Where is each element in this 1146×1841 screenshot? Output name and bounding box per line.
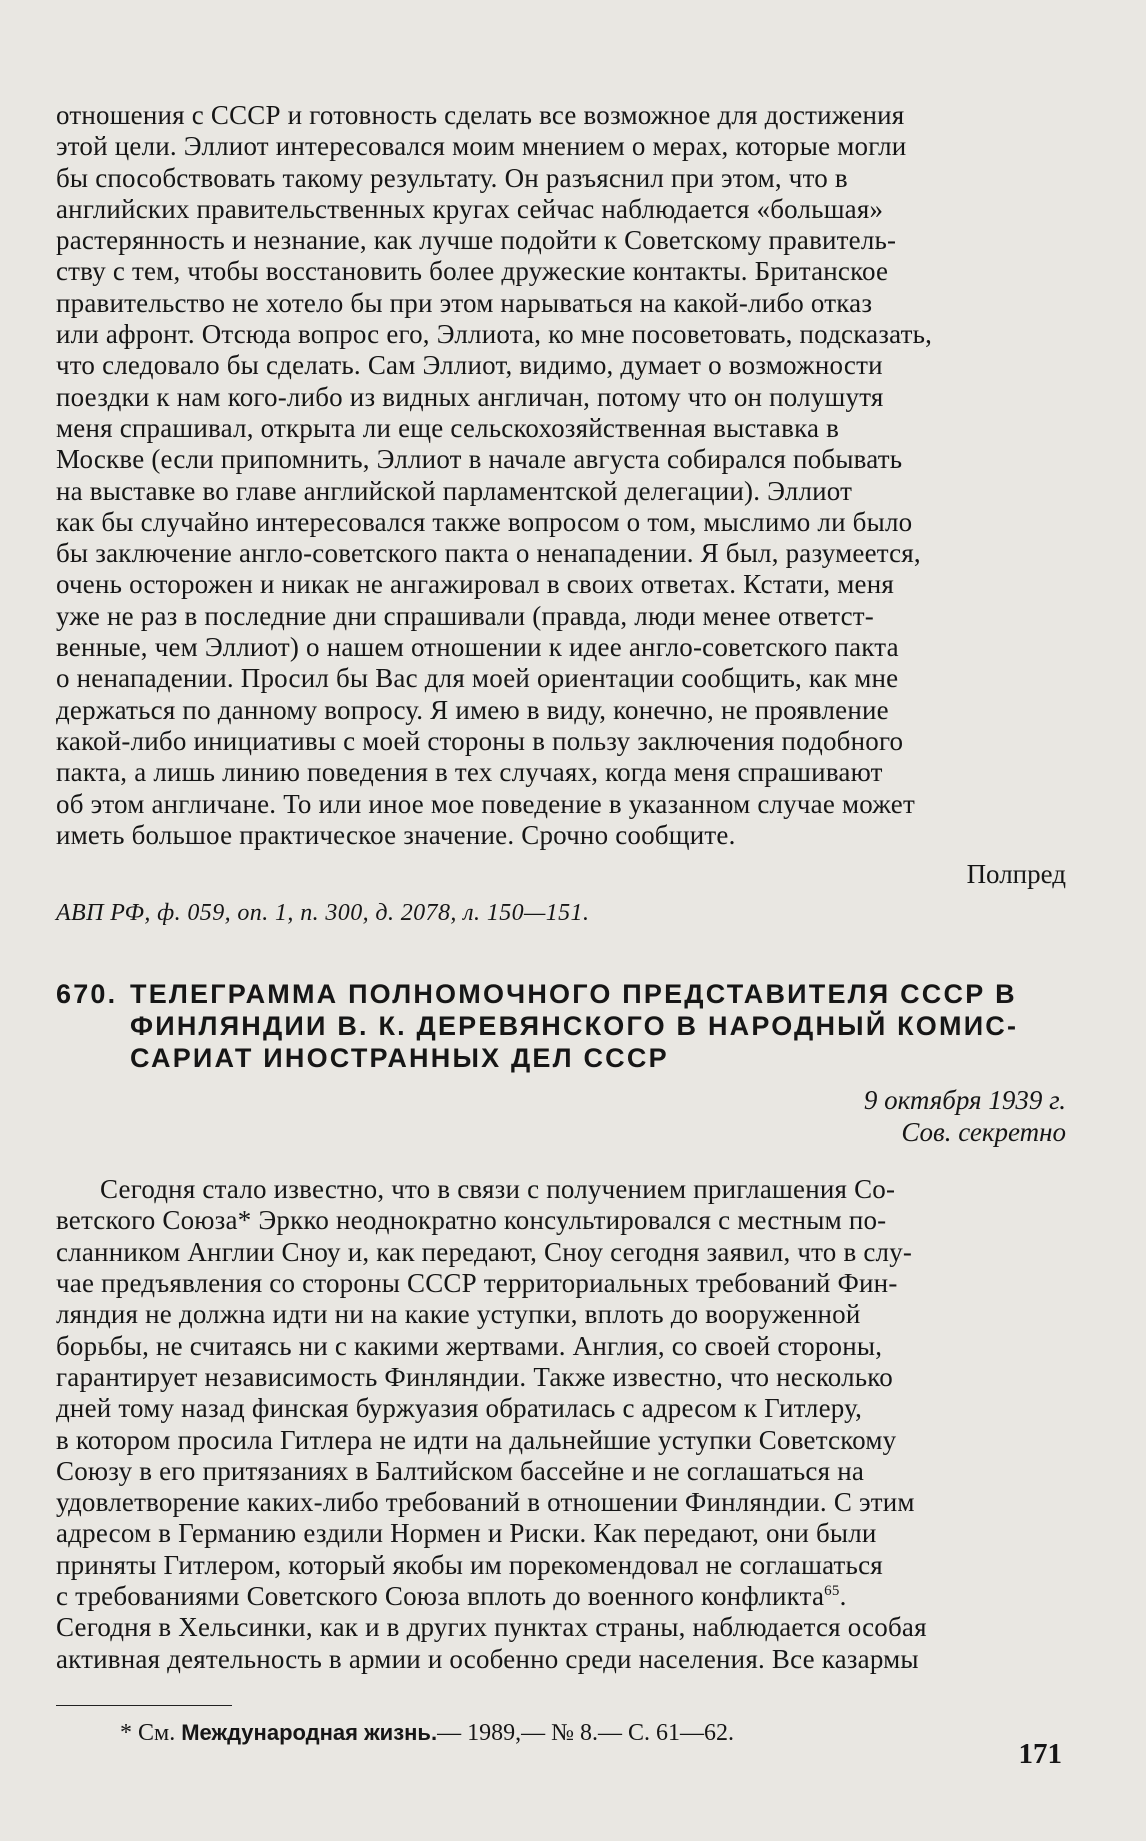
- text-line: об этом англичане. То или иное мое поведение в указанном случае может: [56, 788, 915, 819]
- text-line: Москве (если припомнить, Эллиот в начале августа собирался побывать: [56, 444, 903, 475]
- signature: Полпред: [966, 859, 1066, 890]
- text-line: приняты Гитлером, который якобы им порекомендовал не соглашаться: [56, 1549, 883, 1580]
- text-line: ству с тем, чтобы восстановить более дружеские контакты. Британское: [56, 256, 889, 287]
- footnote-source: Международная жизнь.: [181, 1719, 438, 1745]
- text-line: Союзу в его притязаниях в Балтийском бассейне и не соглашаться на: [56, 1455, 865, 1486]
- document-body: [56, 1174, 1066, 1675]
- text-line: уже не раз в последние дни спрашивали (правда, люди менее ответст-: [56, 600, 874, 631]
- text-line: [56, 1581, 1066, 1612]
- text-line: или афронт. Отсюда вопрос его, Эллиота, ко мне посоветовать, подсказать,: [56, 319, 933, 350]
- footnote: [56, 1718, 1066, 1748]
- text-line: венные, чем Эллиот) о нашем отношении к идее англо-советского пакта: [56, 632, 899, 663]
- document-date: 9 октября 1939 г.: [863, 1085, 1066, 1116]
- text-line: ляндия не должна идти ни на какие уступки, вплоть до вооруженной: [56, 1299, 861, 1330]
- text-line: чае предъявления со стороны СССР территориальных требований Фин-: [56, 1268, 898, 1299]
- text-line: сланником Англии Сноу и, как передают, Сноу сегодня заявил, что в слу-: [56, 1236, 913, 1267]
- text-line: дней тому назад финская буржуазия обратилась с адресом к Гитлеру,: [56, 1393, 863, 1424]
- footnote-divider: [56, 1705, 232, 1706]
- text-line: очень осторожен и никак не ангажировал в своих ответах. Кстати, меня: [56, 569, 894, 600]
- text-line: что следовало бы сделать. Сам Эллиот, видимо, думает о возможности: [56, 350, 883, 381]
- text-line: борьбы, не считаясь ни с какими жертвами. Англия, со своей стороны,: [56, 1330, 883, 1361]
- continuation-text: [56, 100, 1066, 851]
- footnote-details: — 1989,— № 8.— С. 61—62.: [437, 1719, 734, 1746]
- text-line: этой цели. Эллиот интересовался моим мнением о мерах, которые могли: [56, 131, 907, 162]
- text-line: ветского Союза* Эркко неоднократно консультировался с местным по-: [56, 1205, 887, 1236]
- text-line: английских правительственных кругах сейчас наблюдается «большая»: [56, 193, 884, 224]
- text-line: Сегодня в Хельсинки, как и в других пунктах страны, наблюдается особая: [56, 1612, 927, 1643]
- archive-reference: АВП РФ, ф. 059, оп. 1, п. 300, д. 2078, л. 150—151.: [56, 900, 590, 927]
- title-line: ФИНЛЯНДИИ В. К. ДЕРЕВЯНСКОГО В НАРОДНЫЙ КОМИС-: [130, 1011, 1019, 1042]
- page-content: [56, 100, 1066, 1748]
- text-line: адресом в Германию ездили Нормен и Риски. Как передают, они были: [56, 1518, 877, 1549]
- text-line: активная деятельность в армии и особенно среди населения. Все казармы: [56, 1643, 919, 1674]
- text-fragment: с требованиями Советского Союза вплоть до военного конфликта: [56, 1580, 825, 1611]
- document-title: [130, 978, 1066, 1074]
- text-line: на выставке во главе английской парламентской делегации). Эллиот: [56, 475, 853, 506]
- text-fragment: .: [839, 1580, 847, 1611]
- text-line: правительство не хотело бы при этом нарываться на какой-либо отказ: [56, 287, 873, 318]
- text-line: какой-либо инициативы с моей стороны в пользу заключения подобного: [56, 725, 904, 756]
- document-number: 670.: [56, 979, 118, 1010]
- text-line: иметь большое практическое значение. Срочно сообщите.: [56, 819, 736, 850]
- text-line: растерянность и незнание, как лучше подойти к Советскому правитель-: [56, 225, 897, 256]
- classification-label: Сов. секретно: [901, 1117, 1066, 1148]
- text-line: отношения с СССР и готовность сделать все возможное для достижения: [56, 100, 905, 130]
- text-line: поездки к нам кого-либо из видных англичан, потому что он полушутя: [56, 381, 884, 412]
- footnote-prefix: * См.: [120, 1719, 176, 1746]
- document-heading: [56, 978, 1066, 1074]
- text-line: в котором просила Гитлера не идти на дальнейшие уступки Советскому: [56, 1424, 897, 1455]
- text-line: о ненападении. Просил бы Вас для моей ориентации сообщить, как мне: [56, 663, 899, 694]
- text-line: удовлетворение каких-либо требований в отношении Финляндии. С этим: [56, 1487, 915, 1518]
- text-line: бы заключение англо-советского пакта о ненападении. Я был, разумеется,: [56, 538, 921, 569]
- page-number: 171: [1018, 1738, 1062, 1770]
- text-line: бы способствовать такому результату. Он разъяснил при этом, что в: [56, 162, 848, 193]
- text-line: меня спрашивал, открыта ли еще сельскохозяйственная выставка в: [56, 412, 840, 443]
- text-line: держаться по данному вопросу. Я имею в виду, конечно, не проявление: [56, 694, 889, 725]
- footnote-marker: 65: [824, 1582, 840, 1599]
- text-line: Сегодня стало известно, что в связи с получением приглашения Со-: [100, 1174, 896, 1205]
- text-line: как бы случайно интересовался также вопросом о том, мыслимо ли было: [56, 506, 913, 537]
- text-line: пакта, а лишь линию поведения в тех случаях, когда меня спрашивают: [56, 757, 883, 788]
- title-line: САРИАТ ИНОСТРАННЫХ ДЕЛ СССР: [130, 1043, 669, 1074]
- text-line: гарантирует независимость Финляндии. Также известно, что несколько: [56, 1361, 893, 1392]
- title-line: ТЕЛЕГРАММА ПОЛНОМОЧНОГО ПРЕДСТАВИТЕЛЯ СССР В: [130, 979, 1017, 1010]
